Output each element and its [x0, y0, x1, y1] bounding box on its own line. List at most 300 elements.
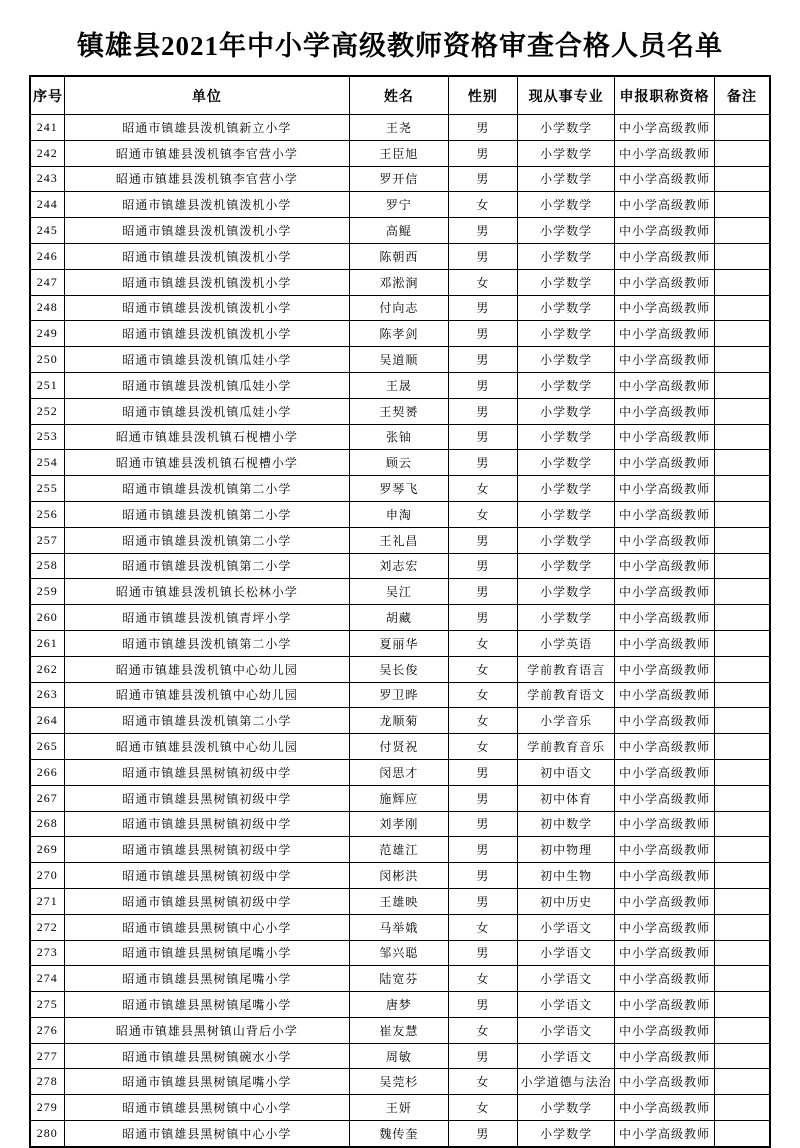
cell-serial-number: 269 — [30, 837, 64, 863]
cell-name: 胡藏 — [350, 605, 448, 631]
table-row — [30, 115, 770, 141]
cell-current-major: 小学数学 — [518, 166, 615, 192]
table-row — [30, 527, 770, 553]
cell-unit: 昭通市镇雄县泼机镇第二小学 — [64, 553, 350, 579]
cell-gender: 男 — [448, 785, 518, 811]
cell-serial-number: 274 — [30, 966, 64, 992]
cell-name: 付贤祝 — [350, 734, 448, 760]
cell-serial-number: 279 — [30, 1095, 64, 1121]
cell-declared-title: 中小学高级教师 — [615, 321, 715, 347]
cell-name: 魏传奎 — [350, 1121, 448, 1147]
cell-current-major: 学前教育语言 — [518, 656, 615, 682]
cell-serial-number: 251 — [30, 372, 64, 398]
cell-gender: 男 — [448, 837, 518, 863]
cell-name: 罗宁 — [350, 192, 448, 218]
header-name: 姓名 — [350, 76, 448, 115]
cell-remarks — [714, 966, 770, 992]
cell-declared-title: 中小学高级教师 — [615, 837, 715, 863]
cell-remarks — [714, 682, 770, 708]
cell-current-major: 小学数学 — [518, 372, 615, 398]
cell-current-major: 小学数学 — [518, 605, 615, 631]
cell-remarks — [714, 295, 770, 321]
cell-declared-title: 中小学高级教师 — [615, 218, 715, 244]
cell-unit: 昭通市镇雄县泼机镇泼机小学 — [64, 321, 350, 347]
cell-current-major: 小学数学 — [518, 501, 615, 527]
cell-name: 周敏 — [350, 1043, 448, 1069]
cell-remarks — [714, 863, 770, 889]
cell-name: 王礼昌 — [350, 527, 448, 553]
cell-serial-number: 256 — [30, 501, 64, 527]
table-row — [30, 759, 770, 785]
cell-name: 付向志 — [350, 295, 448, 321]
cell-gender: 男 — [448, 115, 518, 141]
cell-remarks — [714, 476, 770, 502]
cell-current-major: 小学语文 — [518, 1017, 615, 1043]
cell-current-major: 小学数学 — [518, 115, 615, 141]
cell-remarks — [714, 218, 770, 244]
table-row — [30, 553, 770, 579]
cell-gender: 女 — [448, 192, 518, 218]
cell-declared-title: 中小学高级教师 — [615, 785, 715, 811]
cell-remarks — [714, 605, 770, 631]
cell-unit: 昭通市镇雄县泼机镇泼机小学 — [64, 218, 350, 244]
cell-unit: 昭通市镇雄县泼机镇长松林小学 — [64, 579, 350, 605]
cell-unit: 昭通市镇雄县黑树镇初级中学 — [64, 759, 350, 785]
cell-remarks — [714, 140, 770, 166]
cell-remarks — [714, 115, 770, 141]
cell-name: 龙顺菊 — [350, 708, 448, 734]
cell-gender: 男 — [448, 243, 518, 269]
cell-serial-number: 268 — [30, 811, 64, 837]
cell-name: 罗开信 — [350, 166, 448, 192]
table-row — [30, 424, 770, 450]
cell-declared-title: 中小学高级教师 — [615, 450, 715, 476]
cell-name: 王契赟 — [350, 398, 448, 424]
cell-serial-number: 248 — [30, 295, 64, 321]
cell-gender: 女 — [448, 682, 518, 708]
cell-serial-number: 252 — [30, 398, 64, 424]
cell-gender: 女 — [448, 501, 518, 527]
cell-declared-title: 中小学高级教师 — [615, 115, 715, 141]
cell-current-major: 小学英语 — [518, 630, 615, 656]
cell-remarks — [714, 269, 770, 295]
cell-gender: 男 — [448, 527, 518, 553]
cell-current-major: 初中语文 — [518, 759, 615, 785]
cell-current-major: 小学数学 — [518, 579, 615, 605]
cell-current-major: 小学数学 — [518, 527, 615, 553]
cell-serial-number: 271 — [30, 888, 64, 914]
cell-gender: 女 — [448, 269, 518, 295]
cell-remarks — [714, 527, 770, 553]
header-serial-number: 序号 — [30, 76, 64, 115]
cell-declared-title: 中小学高级教师 — [615, 734, 715, 760]
cell-name: 邓淞涧 — [350, 269, 448, 295]
cell-gender: 女 — [448, 1069, 518, 1095]
cell-declared-title: 中小学高级教师 — [615, 914, 715, 940]
table-row — [30, 1043, 770, 1069]
cell-gender: 女 — [448, 1095, 518, 1121]
cell-name: 王尧 — [350, 115, 448, 141]
cell-serial-number: 260 — [30, 605, 64, 631]
cell-current-major: 学前教育音乐 — [518, 734, 615, 760]
cell-declared-title: 中小学高级教师 — [615, 579, 715, 605]
cell-unit: 昭通市镇雄县泼机镇泼机小学 — [64, 243, 350, 269]
table-row — [30, 656, 770, 682]
cell-serial-number: 245 — [30, 218, 64, 244]
cell-declared-title: 中小学高级教师 — [615, 992, 715, 1018]
cell-gender: 女 — [448, 476, 518, 502]
cell-declared-title: 中小学高级教师 — [615, 295, 715, 321]
cell-gender: 男 — [448, 940, 518, 966]
cell-gender: 男 — [448, 450, 518, 476]
cell-gender: 男 — [448, 398, 518, 424]
cell-gender: 男 — [448, 347, 518, 373]
cell-remarks — [714, 501, 770, 527]
cell-current-major: 小学数学 — [518, 192, 615, 218]
cell-declared-title: 中小学高级教师 — [615, 1043, 715, 1069]
cell-serial-number: 258 — [30, 553, 64, 579]
cell-name: 陈朝西 — [350, 243, 448, 269]
cell-serial-number: 241 — [30, 115, 64, 141]
cell-gender: 男 — [448, 579, 518, 605]
cell-name: 邹兴聪 — [350, 940, 448, 966]
cell-serial-number: 272 — [30, 914, 64, 940]
cell-declared-title: 中小学高级教师 — [615, 501, 715, 527]
cell-serial-number: 246 — [30, 243, 64, 269]
table-row — [30, 243, 770, 269]
table-row — [30, 218, 770, 244]
cell-serial-number: 257 — [30, 527, 64, 553]
table-row — [30, 992, 770, 1018]
cell-gender: 男 — [448, 553, 518, 579]
cell-unit: 昭通市镇雄县黑树镇尾嘴小学 — [64, 966, 350, 992]
cell-current-major: 小学数学 — [518, 450, 615, 476]
cell-declared-title: 中小学高级教师 — [615, 811, 715, 837]
cell-serial-number: 242 — [30, 140, 64, 166]
cell-gender: 女 — [448, 1017, 518, 1043]
cell-name: 吴莞杉 — [350, 1069, 448, 1095]
cell-gender: 男 — [448, 321, 518, 347]
cell-serial-number: 267 — [30, 785, 64, 811]
cell-current-major: 小学数学 — [518, 476, 615, 502]
cell-remarks — [714, 888, 770, 914]
table-row — [30, 863, 770, 889]
cell-unit: 昭通市镇雄县泼机镇李官营小学 — [64, 140, 350, 166]
cell-name: 王晟 — [350, 372, 448, 398]
cell-unit: 昭通市镇雄县泼机镇瓜娃小学 — [64, 398, 350, 424]
cell-gender: 男 — [448, 218, 518, 244]
cell-gender: 男 — [448, 1043, 518, 1069]
cell-remarks — [714, 192, 770, 218]
cell-remarks — [714, 811, 770, 837]
table-row — [30, 1017, 770, 1043]
cell-serial-number: 261 — [30, 630, 64, 656]
cell-gender: 女 — [448, 630, 518, 656]
cell-unit: 昭通市镇雄县黑树镇中心小学 — [64, 1095, 350, 1121]
cell-name: 王妍 — [350, 1095, 448, 1121]
cell-gender: 男 — [448, 166, 518, 192]
cell-remarks — [714, 1095, 770, 1121]
cell-serial-number: 254 — [30, 450, 64, 476]
cell-current-major: 小学数学 — [518, 321, 615, 347]
cell-declared-title: 中小学高级教师 — [615, 269, 715, 295]
cell-remarks — [714, 1043, 770, 1069]
cell-name: 马举娥 — [350, 914, 448, 940]
cell-declared-title: 中小学高级教师 — [615, 1017, 715, 1043]
cell-declared-title: 中小学高级教师 — [615, 527, 715, 553]
cell-gender: 男 — [448, 863, 518, 889]
cell-declared-title: 中小学高级教师 — [615, 863, 715, 889]
cell-name: 闵彬洪 — [350, 863, 448, 889]
cell-gender: 女 — [448, 656, 518, 682]
cell-declared-title: 中小学高级教师 — [615, 476, 715, 502]
cell-current-major: 初中数学 — [518, 811, 615, 837]
cell-current-major: 小学语文 — [518, 940, 615, 966]
cell-declared-title: 中小学高级教师 — [615, 708, 715, 734]
table-row — [30, 398, 770, 424]
table-row — [30, 192, 770, 218]
header-remarks: 备注 — [714, 76, 770, 115]
cell-name: 申淘 — [350, 501, 448, 527]
cell-serial-number: 259 — [30, 579, 64, 605]
table-row — [30, 1121, 770, 1147]
cell-current-major: 学前教育语文 — [518, 682, 615, 708]
table-row — [30, 734, 770, 760]
table-row — [30, 605, 770, 631]
cell-name: 范雄江 — [350, 837, 448, 863]
cell-gender: 男 — [448, 372, 518, 398]
cell-unit: 昭通市镇雄县泼机镇中心幼儿园 — [64, 734, 350, 760]
cell-declared-title: 中小学高级教师 — [615, 1095, 715, 1121]
table-row — [30, 321, 770, 347]
cell-remarks — [714, 914, 770, 940]
cell-remarks — [714, 759, 770, 785]
cell-declared-title: 中小学高级教师 — [615, 966, 715, 992]
cell-serial-number: 266 — [30, 759, 64, 785]
cell-current-major: 小学道德与法治 — [518, 1069, 615, 1095]
cell-current-major: 小学数学 — [518, 243, 615, 269]
cell-unit: 昭通市镇雄县泼机镇泼机小学 — [64, 192, 350, 218]
table-row — [30, 785, 770, 811]
cell-remarks — [714, 166, 770, 192]
table-row — [30, 295, 770, 321]
cell-serial-number: 265 — [30, 734, 64, 760]
cell-serial-number: 270 — [30, 863, 64, 889]
cell-current-major: 初中体育 — [518, 785, 615, 811]
cell-current-major: 小学数学 — [518, 218, 615, 244]
cell-declared-title: 中小学高级教师 — [615, 1121, 715, 1147]
header-declared-title: 申报职称资格 — [615, 76, 715, 115]
cell-serial-number: 249 — [30, 321, 64, 347]
table-row — [30, 450, 770, 476]
header-gender: 性别 — [448, 76, 518, 115]
cell-serial-number: 247 — [30, 269, 64, 295]
cell-current-major: 初中历史 — [518, 888, 615, 914]
cell-remarks — [714, 398, 770, 424]
cell-name: 罗琴飞 — [350, 476, 448, 502]
cell-remarks — [714, 656, 770, 682]
cell-gender: 男 — [448, 1121, 518, 1147]
cell-unit: 昭通市镇雄县泼机镇第二小学 — [64, 501, 350, 527]
table-row — [30, 140, 770, 166]
cell-current-major: 小学语文 — [518, 966, 615, 992]
cell-unit: 昭通市镇雄县泼机镇李官营小学 — [64, 166, 350, 192]
cell-current-major: 初中生物 — [518, 863, 615, 889]
cell-declared-title: 中小学高级教师 — [615, 759, 715, 785]
table-row — [30, 476, 770, 502]
cell-current-major: 小学语文 — [518, 1043, 615, 1069]
cell-name: 夏丽华 — [350, 630, 448, 656]
table-row — [30, 966, 770, 992]
cell-gender: 男 — [448, 424, 518, 450]
cell-unit: 昭通市镇雄县泼机镇青坪小学 — [64, 605, 350, 631]
cell-serial-number: 255 — [30, 476, 64, 502]
cell-name: 高鲲 — [350, 218, 448, 244]
cell-declared-title: 中小学高级教师 — [615, 347, 715, 373]
cell-declared-title: 中小学高级教师 — [615, 140, 715, 166]
table-row — [30, 269, 770, 295]
cell-declared-title: 中小学高级教师 — [615, 682, 715, 708]
cell-gender: 男 — [448, 605, 518, 631]
cell-unit: 昭通市镇雄县泼机镇泼机小学 — [64, 269, 350, 295]
cell-declared-title: 中小学高级教师 — [615, 656, 715, 682]
table-row — [30, 579, 770, 605]
cell-serial-number: 276 — [30, 1017, 64, 1043]
cell-name: 闵思才 — [350, 759, 448, 785]
cell-name: 陆宽芬 — [350, 966, 448, 992]
cell-current-major: 小学数学 — [518, 140, 615, 166]
table-row — [30, 347, 770, 373]
cell-declared-title: 中小学高级教师 — [615, 192, 715, 218]
cell-remarks — [714, 837, 770, 863]
cell-remarks — [714, 347, 770, 373]
cell-current-major: 小学数学 — [518, 1095, 615, 1121]
cell-name: 陈孝剑 — [350, 321, 448, 347]
cell-gender: 男 — [448, 811, 518, 837]
cell-gender: 女 — [448, 966, 518, 992]
cell-serial-number: 277 — [30, 1043, 64, 1069]
cell-unit: 昭通市镇雄县黑树镇中心小学 — [64, 914, 350, 940]
table-row — [30, 1095, 770, 1121]
cell-unit: 昭通市镇雄县黑树镇初级中学 — [64, 811, 350, 837]
cell-remarks — [714, 785, 770, 811]
cell-declared-title: 中小学高级教师 — [615, 1069, 715, 1095]
cell-name: 吴长俊 — [350, 656, 448, 682]
cell-gender: 男 — [448, 888, 518, 914]
cell-remarks — [714, 1069, 770, 1095]
table-row — [30, 914, 770, 940]
cell-name: 施辉应 — [350, 785, 448, 811]
cell-name: 刘孝刚 — [350, 811, 448, 837]
cell-remarks — [714, 579, 770, 605]
cell-unit: 昭通市镇雄县泼机镇瓜娃小学 — [64, 372, 350, 398]
cell-serial-number: 244 — [30, 192, 64, 218]
cell-serial-number: 275 — [30, 992, 64, 1018]
cell-name: 王臣旭 — [350, 140, 448, 166]
cell-gender: 男 — [448, 140, 518, 166]
cell-remarks — [714, 992, 770, 1018]
cell-unit: 昭通市镇雄县黑树镇尾嘴小学 — [64, 1069, 350, 1095]
cell-gender: 男 — [448, 295, 518, 321]
table-header-row — [30, 76, 770, 115]
cell-unit: 昭通市镇雄县黑树镇碗水小学 — [64, 1043, 350, 1069]
cell-current-major: 初中物理 — [518, 837, 615, 863]
cell-unit: 昭通市镇雄县黑树镇尾嘴小学 — [64, 940, 350, 966]
cell-serial-number: 263 — [30, 682, 64, 708]
cell-serial-number: 264 — [30, 708, 64, 734]
cell-serial-number: 243 — [30, 166, 64, 192]
cell-serial-number: 273 — [30, 940, 64, 966]
qualified-personnel-table — [29, 75, 771, 1148]
cell-serial-number: 253 — [30, 424, 64, 450]
table-row — [30, 630, 770, 656]
cell-name: 吴道顺 — [350, 347, 448, 373]
cell-remarks — [714, 1121, 770, 1147]
cell-declared-title: 中小学高级教师 — [615, 243, 715, 269]
cell-unit: 昭通市镇雄县泼机镇第二小学 — [64, 527, 350, 553]
page-title: 镇雄县2021年中小学高级教师资格审查合格人员名单 — [77, 31, 723, 61]
table-row — [30, 811, 770, 837]
header-unit: 单位 — [64, 76, 350, 115]
cell-name: 王雄映 — [350, 888, 448, 914]
table-row — [30, 708, 770, 734]
cell-gender: 女 — [448, 708, 518, 734]
cell-unit: 昭通市镇雄县泼机镇第二小学 — [64, 708, 350, 734]
cell-current-major: 小学数学 — [518, 553, 615, 579]
cell-current-major: 小学语文 — [518, 992, 615, 1018]
table-row — [30, 501, 770, 527]
cell-declared-title: 中小学高级教师 — [615, 630, 715, 656]
cell-declared-title: 中小学高级教师 — [615, 605, 715, 631]
cell-current-major: 小学音乐 — [518, 708, 615, 734]
cell-declared-title: 中小学高级教师 — [615, 166, 715, 192]
cell-unit: 昭通市镇雄县泼机镇石枧槽小学 — [64, 424, 350, 450]
cell-unit: 昭通市镇雄县黑树镇尾嘴小学 — [64, 992, 350, 1018]
cell-remarks — [714, 553, 770, 579]
cell-remarks — [714, 424, 770, 450]
cell-gender: 男 — [448, 759, 518, 785]
table-row — [30, 888, 770, 914]
cell-remarks — [714, 1017, 770, 1043]
cell-remarks — [714, 372, 770, 398]
cell-serial-number: 250 — [30, 347, 64, 373]
cell-unit: 昭通市镇雄县泼机镇第二小学 — [64, 630, 350, 656]
cell-name: 吴江 — [350, 579, 448, 605]
table-row — [30, 837, 770, 863]
cell-current-major: 小学数学 — [518, 424, 615, 450]
cell-unit: 昭通市镇雄县泼机镇中心幼儿园 — [64, 682, 350, 708]
cell-unit: 昭通市镇雄县黑树镇初级中学 — [64, 785, 350, 811]
cell-remarks — [714, 243, 770, 269]
cell-name: 罗卫晔 — [350, 682, 448, 708]
cell-unit: 昭通市镇雄县泼机镇中心幼儿园 — [64, 656, 350, 682]
cell-current-major: 小学数学 — [518, 1121, 615, 1147]
cell-current-major: 小学数学 — [518, 398, 615, 424]
table-row — [30, 166, 770, 192]
cell-remarks — [714, 321, 770, 347]
cell-declared-title: 中小学高级教师 — [615, 424, 715, 450]
header-current-major: 现从事专业 — [518, 76, 615, 115]
cell-serial-number: 278 — [30, 1069, 64, 1095]
cell-declared-title: 中小学高级教师 — [615, 553, 715, 579]
cell-unit: 昭通市镇雄县泼机镇第二小学 — [64, 476, 350, 502]
cell-serial-number: 262 — [30, 656, 64, 682]
cell-remarks — [714, 630, 770, 656]
cell-declared-title: 中小学高级教师 — [615, 940, 715, 966]
cell-remarks — [714, 450, 770, 476]
table-row — [30, 372, 770, 398]
cell-current-major: 小学数学 — [518, 269, 615, 295]
